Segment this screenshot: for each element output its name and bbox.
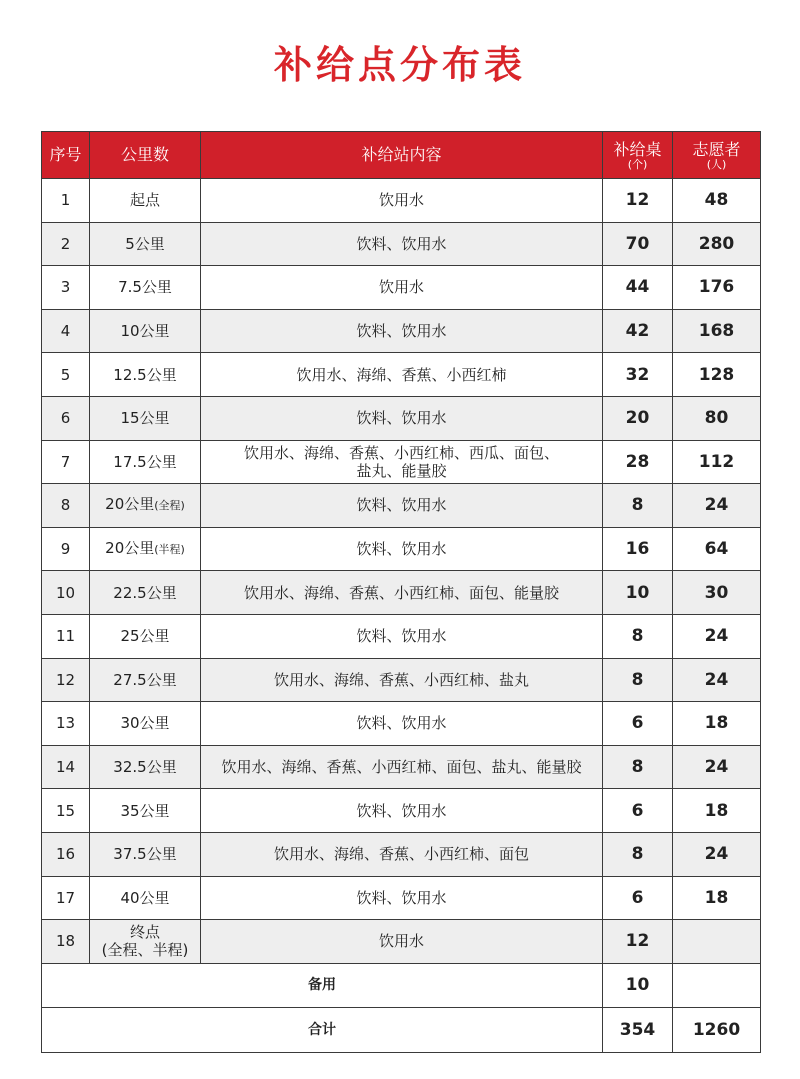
content-value: 饮料、饮用水 <box>356 801 447 820</box>
km-cell <box>90 266 201 310</box>
content-cell <box>201 222 603 266</box>
reserve-volunteers <box>673 963 761 1008</box>
km-cell <box>90 527 201 571</box>
content-cell <box>201 876 603 920</box>
content-cell <box>201 484 603 528</box>
content-value: 饮用水 <box>378 278 424 297</box>
volunteers-cell: 48 <box>673 179 761 223</box>
content-value: 饮料、饮用水 <box>356 322 447 341</box>
content-value: 饮用水、海绵、香蕉、小西红柿、面包、能量胶 <box>243 583 559 602</box>
header-tables-label: 补给桌 <box>613 139 662 159</box>
seq-cell: 16 <box>42 832 90 876</box>
volunteers-cell: 280 <box>673 222 761 266</box>
km-cell <box>90 876 201 920</box>
seq-cell: 14 <box>42 745 90 789</box>
km-note: (全程) <box>154 499 185 513</box>
km-cell <box>90 484 201 528</box>
header-tables-unit: (个) <box>627 157 648 171</box>
km-value: 20公里 <box>105 495 155 514</box>
content-cell <box>201 440 603 484</box>
table-row <box>42 179 761 223</box>
km-value: 37.5公里 <box>113 845 177 864</box>
content-value: 饮用水、海绵、香蕉、小西红柿、盐丸 <box>273 670 529 689</box>
tables-cell: 28 <box>603 440 673 484</box>
content-cell <box>201 745 603 789</box>
km-value: 5公里 <box>125 234 165 253</box>
table-row <box>42 266 761 310</box>
volunteers-cell: 176 <box>673 266 761 310</box>
km-value: 12.5公里 <box>113 365 177 384</box>
volunteers-cell: 80 <box>673 396 761 440</box>
content-value: 饮用水 <box>378 932 424 951</box>
total-row <box>42 1008 761 1053</box>
header-tables <box>603 132 673 179</box>
header-volunteers <box>673 132 761 179</box>
seq-cell: 11 <box>42 614 90 658</box>
seq-cell: 1 <box>42 179 90 223</box>
table-row <box>42 484 761 528</box>
km-cell <box>90 571 201 615</box>
seq-cell: 17 <box>42 876 90 920</box>
volunteers-cell: 24 <box>673 832 761 876</box>
supply-point-table <box>41 131 761 1053</box>
seq-cell: 5 <box>42 353 90 397</box>
table-row <box>42 789 761 833</box>
km-value: 起点 <box>129 191 160 210</box>
km-cell <box>90 353 201 397</box>
volunteers-cell: 128 <box>673 353 761 397</box>
header-volunteers-unit: (人) <box>706 157 727 171</box>
tables-cell: 42 <box>603 309 673 353</box>
reserve-label: 备用 <box>42 963 603 1008</box>
tables-cell: 32 <box>603 353 673 397</box>
km-value: 32.5公里 <box>113 758 177 777</box>
table-header-row <box>42 132 761 179</box>
seq-cell: 6 <box>42 396 90 440</box>
km-cell <box>90 309 201 353</box>
seq-cell: 8 <box>42 484 90 528</box>
content-cell <box>201 832 603 876</box>
km-value: 35公里 <box>120 801 170 820</box>
reserve-tables: 10 <box>603 963 673 1008</box>
km-value: 17.5公里 <box>113 452 177 471</box>
content-value: 饮料、饮用水 <box>356 409 447 428</box>
km-cell <box>90 440 201 484</box>
content-value: 饮料、饮用水 <box>356 496 447 515</box>
content-value-line2: 盐丸、能量胶 <box>356 461 447 480</box>
seq-cell: 13 <box>42 702 90 746</box>
seq-cell: 7 <box>42 440 90 484</box>
table-row <box>42 658 761 702</box>
tables-cell: 6 <box>603 876 673 920</box>
km-value: 40公里 <box>120 888 170 907</box>
table-row <box>42 527 761 571</box>
km-cell <box>90 222 201 266</box>
km-value: 25公里 <box>120 627 170 646</box>
km-value: 22.5公里 <box>113 583 177 602</box>
table-row <box>42 440 761 484</box>
table-row <box>42 876 761 920</box>
content-value: 饮用水、海绵、香蕉、小西红柿 <box>296 365 507 384</box>
km-value: 30公里 <box>120 714 170 733</box>
tables-cell: 8 <box>603 745 673 789</box>
content-value: 饮用水、海绵、香蕉、小西红柿、面包、盐丸、能量胶 <box>221 758 582 777</box>
content-value: 饮料、饮用水 <box>356 540 447 559</box>
content-cell <box>201 527 603 571</box>
header-content: 补给站内容 <box>201 132 603 179</box>
table-row <box>42 222 761 266</box>
total-volunteers: 1260 <box>673 1008 761 1053</box>
table-row <box>42 396 761 440</box>
volunteers-cell: 24 <box>673 484 761 528</box>
seq-cell: 4 <box>42 309 90 353</box>
km-value: 15公里 <box>120 409 170 428</box>
content-value: 饮料、饮用水 <box>356 627 447 646</box>
km-cell <box>90 789 201 833</box>
tables-cell: 8 <box>603 832 673 876</box>
content-cell <box>201 353 603 397</box>
content-cell <box>201 309 603 353</box>
table-row <box>42 920 761 964</box>
volunteers-cell: 18 <box>673 702 761 746</box>
km-value: 10公里 <box>120 322 170 341</box>
tables-cell: 10 <box>603 571 673 615</box>
content-value: 饮料、饮用水 <box>356 714 447 733</box>
tables-cell: 8 <box>603 484 673 528</box>
tables-cell: 12 <box>603 179 673 223</box>
content-value: 饮用水、海绵、香蕉、小西红柿、西瓜、面包、 <box>243 443 559 462</box>
seq-cell: 15 <box>42 789 90 833</box>
content-cell <box>201 702 603 746</box>
km-value: 27.5公里 <box>113 670 177 689</box>
reserve-row <box>42 963 761 1008</box>
total-label: 合计 <box>42 1008 603 1053</box>
content-cell <box>201 179 603 223</box>
km-value: 20公里 <box>105 539 155 558</box>
seq-cell: 10 <box>42 571 90 615</box>
content-value: 饮用水、海绵、香蕉、小西红柿、面包 <box>273 845 529 864</box>
km-cell <box>90 832 201 876</box>
km-cell <box>90 658 201 702</box>
tables-cell: 44 <box>603 266 673 310</box>
content-cell <box>201 571 603 615</box>
volunteers-cell: 18 <box>673 789 761 833</box>
tables-cell: 20 <box>603 396 673 440</box>
volunteers-cell: 24 <box>673 745 761 789</box>
tables-cell: 16 <box>603 527 673 571</box>
volunteers-cell: 24 <box>673 614 761 658</box>
tables-cell: 6 <box>603 789 673 833</box>
content-cell <box>201 658 603 702</box>
content-value: 饮料、饮用水 <box>356 888 447 907</box>
table-row <box>42 353 761 397</box>
km-cell <box>90 745 201 789</box>
tables-cell: 12 <box>603 920 673 964</box>
volunteers-cell: 30 <box>673 571 761 615</box>
content-cell <box>201 614 603 658</box>
km-cell <box>90 179 201 223</box>
header-volunteers-label: 志愿者 <box>692 139 741 159</box>
volunteers-cell: 168 <box>673 309 761 353</box>
seq-cell: 12 <box>42 658 90 702</box>
header-seq: 序号 <box>42 132 90 179</box>
volunteers-cell <box>673 920 761 964</box>
table-row <box>42 309 761 353</box>
volunteers-cell: 64 <box>673 527 761 571</box>
page-title: 补给点分布表 <box>273 43 526 87</box>
header-km: 公里数 <box>90 132 201 179</box>
content-value: 饮用水 <box>378 191 424 210</box>
content-value: 饮料、饮用水 <box>356 234 447 253</box>
table-row <box>42 571 761 615</box>
seq-cell: 2 <box>42 222 90 266</box>
content-cell <box>201 789 603 833</box>
km-cell <box>90 396 201 440</box>
km-cell <box>90 702 201 746</box>
volunteers-cell: 112 <box>673 440 761 484</box>
tables-cell: 8 <box>603 658 673 702</box>
km-cell <box>90 614 201 658</box>
tables-cell: 70 <box>603 222 673 266</box>
seq-cell: 9 <box>42 527 90 571</box>
tables-cell: 8 <box>603 614 673 658</box>
km-note: (半程) <box>154 543 185 557</box>
volunteers-cell: 18 <box>673 876 761 920</box>
content-cell <box>201 920 603 964</box>
tables-cell: 6 <box>603 702 673 746</box>
km-value-line2: (全程、半程) <box>101 941 189 960</box>
km-value: 7.5公里 <box>118 278 172 297</box>
seq-cell: 18 <box>42 920 90 964</box>
seq-cell: 3 <box>42 266 90 310</box>
total-tables: 354 <box>603 1008 673 1053</box>
table-row <box>42 745 761 789</box>
table-row <box>42 832 761 876</box>
content-cell <box>201 396 603 440</box>
content-cell <box>201 266 603 310</box>
km-cell <box>90 920 201 964</box>
volunteers-cell: 24 <box>673 658 761 702</box>
table-row <box>42 614 761 658</box>
table-row <box>42 702 761 746</box>
km-value: 终点 <box>129 923 160 942</box>
